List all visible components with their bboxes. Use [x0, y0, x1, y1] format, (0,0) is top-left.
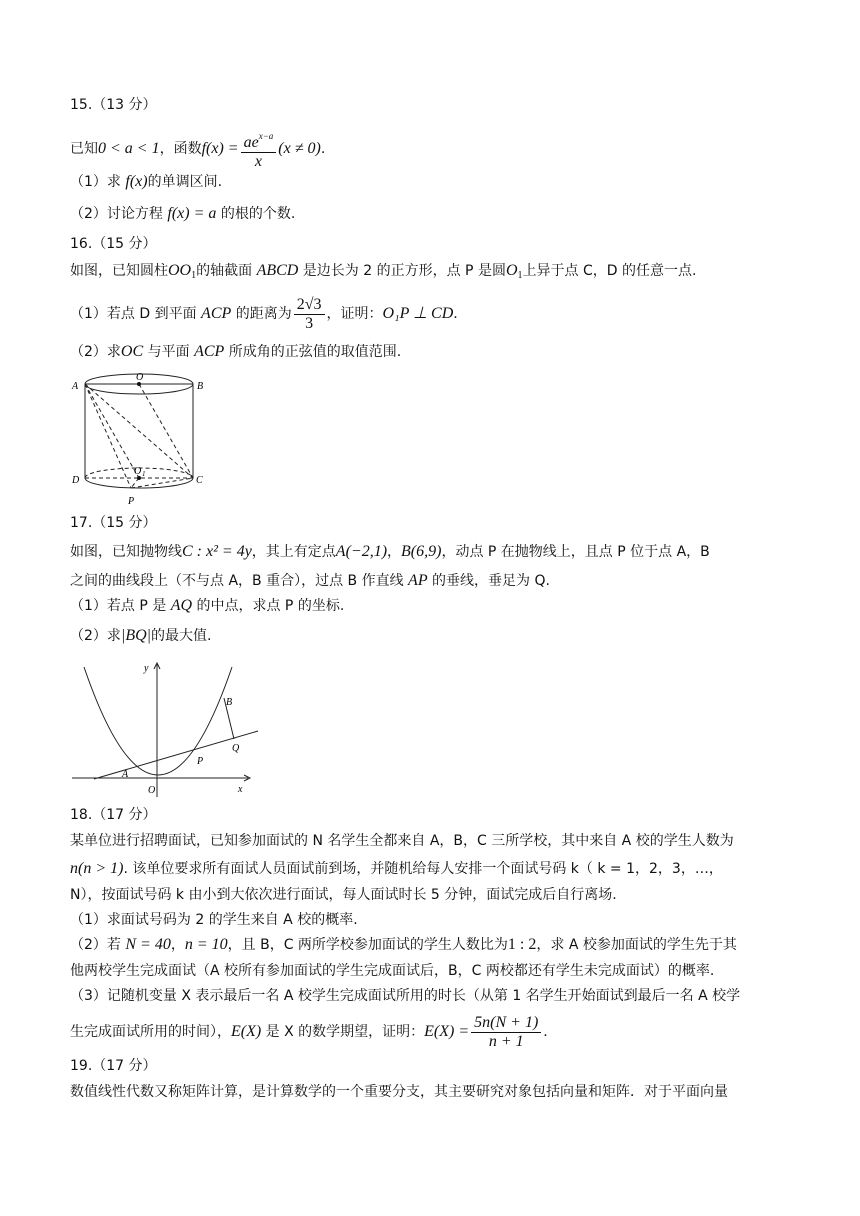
- q15-part1: [70, 173, 222, 191]
- q17-line1-mid: ，其上有定点: [251, 544, 336, 560]
- q17-length-bq: |BQ|: [120, 627, 152, 644]
- q16-segment-ap: [85, 384, 131, 488]
- q18-line3: N），按面试号码 k 由小到大依次进行面试，每人面试时长 5 分钟，面试完成后自行离场.: [70, 887, 617, 903]
- q16-line-oc: OC: [120, 343, 144, 360]
- q15-fraction-denominator: x: [254, 153, 262, 170]
- q16-distance-fraction: [294, 296, 325, 333]
- q18-expectation-fraction: [471, 1014, 541, 1051]
- q16-part1-proof: O₁P ⊥ CD: [382, 305, 454, 322]
- q17-label-q: Q: [232, 743, 240, 754]
- q16-fraction-numerator: 2√3: [294, 296, 325, 315]
- q16-cylinder-name: OO: [168, 262, 192, 279]
- q16-segment-ac: [85, 384, 193, 478]
- q18-part2-line2: 他两校学生完成面试（A 校所有参加面试的学生完成面试后，B，C 两校都还有学生未完成面试）的概率.: [70, 963, 715, 979]
- q15-condition: 0 < a < 1: [98, 140, 160, 157]
- q17-line2-post: 的垂线，垂足为 Q.: [432, 573, 550, 589]
- q18-fraction-numerator: 5n(N + 1): [471, 1014, 541, 1033]
- q15-part2-math: f(x) = a: [167, 205, 217, 222]
- q15-period: .: [320, 141, 326, 157]
- q17-part2: [70, 627, 212, 645]
- q16-part2-mid: 与平面: [147, 344, 190, 360]
- q15-part2-post: 的根的个数.: [220, 206, 296, 222]
- q17-header: 17.（15 分）: [70, 515, 157, 531]
- q17-label-x: x: [238, 784, 243, 795]
- q16-intro-4: 上异于点 C，D 的任意一点.: [522, 263, 697, 279]
- q18-part3-pre: 生完成面试所用的时间），: [70, 1024, 231, 1040]
- q16-header: 16.（15 分）: [70, 236, 157, 252]
- q17-line1: [70, 543, 710, 561]
- q15-intro-text-2: ，函数: [159, 141, 202, 157]
- q17-part2-pre: （2）求: [70, 628, 121, 644]
- q17-line2-pre: 之间的曲线段上（不与点 A，B 重合），过点 B 作直线: [70, 573, 404, 589]
- q17-point-a: A(−2,1): [335, 543, 388, 560]
- q17-part1-post: 的中点，求点 P 的坐标.: [196, 598, 345, 614]
- q16-cylinder-sub: 1: [191, 270, 197, 281]
- q16-plane-acp: ACP: [201, 305, 232, 322]
- q17-part2-post: 的最大值.: [151, 628, 212, 644]
- q17-segment-aq: AQ: [170, 597, 193, 614]
- q16-part2: [70, 343, 401, 361]
- q18-part3-mid: 是 X 的数学期望，证明：: [265, 1024, 425, 1040]
- q16-cylinder-figure: [70, 370, 210, 510]
- q16-circle-name: O: [505, 262, 518, 279]
- q17-sep: ，: [387, 544, 402, 560]
- q18-part2-mid: ，且 B，C 两所学校参加面试的学生人数比为: [227, 937, 508, 953]
- q16-label-p: P: [128, 496, 135, 507]
- q16-label-b: B: [197, 381, 204, 392]
- q17-part1: [70, 597, 344, 615]
- q18-line2-text: . 该单位要求所有面试人员面试前到场，并随机给每人安排一个面试号码 k（ k = 1，2，3，…，: [123, 861, 723, 877]
- q16-intro-2: 的轴截面: [196, 263, 253, 279]
- q18-header: 18.（17 分）: [70, 807, 157, 823]
- q18-n-condition: n(n > 1): [70, 860, 124, 877]
- q16-label-o1: O: [134, 466, 142, 477]
- q18-fraction-denominator: n + 1: [488, 1032, 524, 1050]
- q18-line2: [70, 860, 723, 878]
- q17-parabola-eq: C : x² = 4y: [182, 543, 252, 560]
- q18-part2-post: ，求 A 校参加面试的学生先于其: [536, 937, 737, 953]
- q16-intro: [70, 262, 696, 285]
- q18-part2-line1: [70, 936, 737, 954]
- q16-fraction-denominator: 3: [305, 314, 314, 332]
- q15-fraction-numerator: ae: [243, 134, 259, 151]
- q16-part1-end: .: [453, 306, 458, 322]
- q17-label-a: A: [122, 769, 129, 780]
- q18-expectation-lhs: E(X) =: [424, 1023, 470, 1040]
- q18-sep: ，: [170, 937, 185, 953]
- q16-label-o: O: [136, 372, 144, 383]
- q16-square-name: ABCD: [256, 262, 299, 279]
- q15-domain: (x ≠ 0): [278, 140, 321, 157]
- q16-plane-acp-2: ACP: [194, 343, 225, 360]
- q16-part1-mid: 的距离为: [235, 306, 292, 322]
- q17-parabola-curve: [84, 667, 232, 775]
- q17-line1-pre: 如图，已知抛物线: [70, 544, 182, 560]
- q16-intro-3: 是边长为 2 的正方形，点 P 是圆: [302, 263, 506, 279]
- q16-segment-oc: [139, 384, 193, 478]
- q17-label-b: B: [226, 697, 233, 708]
- q18-part3-end: .: [543, 1024, 548, 1040]
- q16-label-a: A: [72, 381, 79, 392]
- q17-parabola-figure: [70, 655, 260, 800]
- q15-fraction: [241, 127, 277, 171]
- q18-part3-line1: （3）记随机变量 X 表示最后一名 A 校学生完成面试所用的时长（从第 1 名学生开始面试到最后一名 A 校学: [70, 988, 741, 1004]
- q18-n-40: N = 40: [125, 936, 171, 953]
- q17-point-b: B(6,9): [401, 543, 442, 560]
- q19-line1: 数值线性代数又称矩阵计算，是计算数学的一个重要分支，其主要研究对象包括向量和矩阵．对于平面向量: [70, 1084, 728, 1100]
- q15-header: 15.（13 分）: [70, 97, 157, 113]
- q17-label-o: O: [148, 785, 156, 796]
- q16-label-o1-sub: 1: [142, 470, 146, 478]
- q18-line1: 某单位进行招聘面试，已知参加面试的 N 名学生全都来自 A，B，C 三所学校，其中来自 A 校的学生人数为: [70, 833, 734, 849]
- q17-label-y: y: [144, 663, 149, 674]
- q18-part3-line2: [70, 1009, 548, 1055]
- q17-part1-pre: （1）若点 P 是: [70, 598, 167, 614]
- q18-expectation: E(X): [231, 1023, 262, 1040]
- q16-part1-pre: （1）若点 D 到平面: [70, 306, 197, 322]
- q16-intro-1: 如图，已知圆柱: [70, 263, 168, 279]
- q15-part1-pre: （1）求: [70, 174, 121, 190]
- q18-ratio: 1 : 2: [507, 936, 537, 953]
- q16-part2-pre: （2）求: [70, 344, 121, 360]
- q15-exponent: x−a: [258, 131, 274, 141]
- q17-label-p: P: [197, 756, 204, 767]
- q15-function-lhs: f(x) =: [201, 140, 239, 157]
- q15-part2-pre: （2）讨论方程: [70, 206, 163, 222]
- q18-part1: （1）求面试号码为 2 的学生来自 A 校的概率.: [70, 912, 358, 928]
- q19-header: 19.（17 分）: [70, 1058, 157, 1074]
- q16-segment-ao1: [85, 384, 142, 478]
- q16-circle-sub: 1: [517, 270, 523, 281]
- q16-label-c: C: [196, 475, 203, 486]
- q15-intro: [70, 127, 326, 170]
- q16-part1: [70, 292, 458, 336]
- q15-intro-text: 已知: [70, 141, 98, 157]
- q18-part2-pre: （2）若: [70, 937, 121, 953]
- q18-n-10: n = 10: [184, 936, 228, 953]
- q15-part1-math: f(x): [125, 173, 148, 190]
- q15-part2: [70, 205, 295, 223]
- q17-line1-post: ，动点 P 在抛物线上，且点 P 位于点 A，B: [441, 544, 710, 560]
- q15-part1-post: 的单调区间.: [147, 174, 223, 190]
- q16-part1-mid2: ，证明：: [326, 306, 383, 322]
- q17-line-ap: AP: [408, 572, 428, 589]
- q16-label-d: D: [72, 475, 80, 486]
- q17-line2: [70, 572, 550, 590]
- q16-part2-post: 所成角的正弦值的取值范围.: [228, 344, 402, 360]
